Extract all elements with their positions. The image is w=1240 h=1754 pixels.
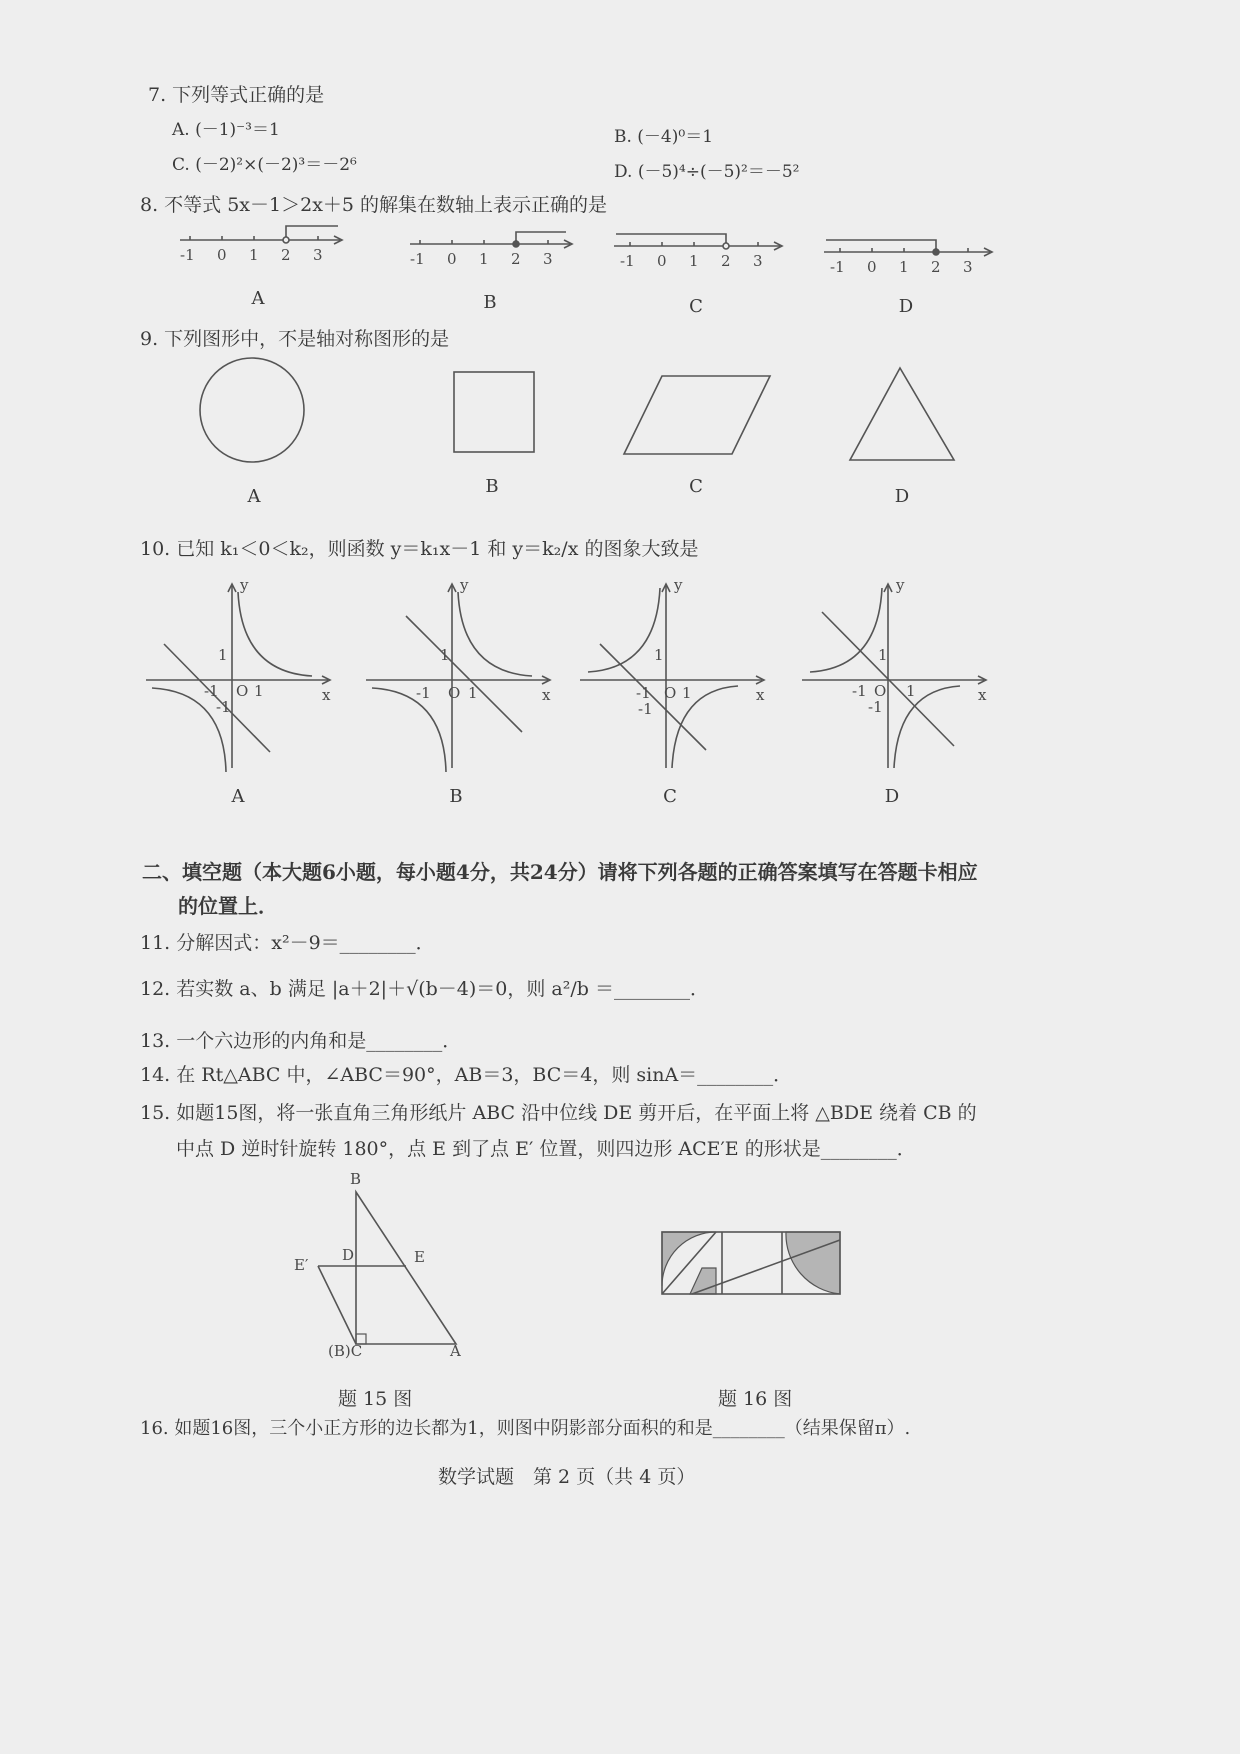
q8-number-line-d: [820, 234, 1000, 284]
figure-15: [290, 1170, 480, 1360]
q10-a-tick-neg1: -1: [204, 682, 219, 700]
q7-option-c: C. (－2)²×(－2)³＝－2⁶: [172, 155, 357, 175]
q10-b-y-label: y: [460, 576, 469, 594]
q7-option-b: B. (－4)⁰＝1: [614, 127, 714, 147]
q8-c-tick-0: 0: [657, 252, 667, 270]
q12-text: 12. 若实数 a、b 满足 |a＋2|＋√(b－4)＝0，则 a²/b ＝________．: [140, 978, 709, 1000]
q16-text: 16. 如题16图，三个小正方形的边长都为1，则图中阴影部分面积的和是________（结果保留π）.: [140, 1418, 911, 1439]
q10-label-a: A: [231, 786, 245, 807]
q10-label-b: B: [449, 786, 463, 807]
fig15-caption: 题 15 图: [338, 1388, 413, 1410]
q10-label-d: D: [884, 786, 900, 807]
q10-graph-c: [576, 576, 766, 772]
q8-stem: 8. 不等式 5x－1＞2x＋5 的解集在数轴上表示正确的是: [140, 194, 608, 216]
q8-label-b: B: [483, 292, 497, 313]
q8-number-line-a: [170, 220, 350, 270]
q8-number-line-c: [610, 230, 790, 280]
q7-option-d: D. (－5)⁴÷(－5)²＝－5²: [614, 162, 800, 182]
q10-graph-d: [798, 576, 988, 772]
q10-d-tick-neg1: -1: [852, 682, 867, 700]
q9-label-a: A: [247, 486, 261, 507]
q7-option-a: A. (－1)⁻³＝1: [172, 120, 280, 140]
q10-d-tick-yneg1: -1: [868, 698, 883, 716]
q10-c-tick-1: 1: [654, 646, 664, 664]
q10-d-y-label: y: [896, 576, 905, 594]
q15-text-line1: 15. 如题15图，将一张直角三角形纸片 ABC 沿中位线 DE 剪开后，在平面上将 △BDE 绕着 CB 的: [140, 1102, 977, 1124]
q9-circle-shape: [196, 356, 316, 476]
q10-b-tick-x1: 1: [468, 684, 478, 702]
q10-d-x-label: x: [978, 686, 987, 704]
q9-parallelogram-shape: [620, 372, 780, 462]
q10-c-x-label: x: [756, 686, 765, 704]
q8-d-tick-3: 3: [963, 258, 973, 276]
q10-graph-b: [362, 576, 552, 772]
q7-stem: 7. 下列等式正确的是: [148, 84, 325, 106]
q10-b-x-label: x: [542, 686, 551, 704]
q10-c-origin: O: [664, 684, 677, 702]
q8-label-a: A: [251, 288, 265, 309]
q10-b-tick-1: 1: [440, 646, 450, 664]
q8-d-tick-0: 0: [867, 258, 877, 276]
q8-a-tick-2: 2: [281, 246, 291, 264]
q10-a-tick-1: 1: [218, 646, 228, 664]
q10-a-origin: O: [236, 682, 249, 700]
q10-a-x-label: x: [322, 686, 331, 704]
q10-a-y-label: y: [240, 576, 249, 594]
q8-d-tick-1: 1: [899, 258, 909, 276]
q8-label-c: C: [689, 296, 703, 317]
q15-text-line2: 中点 D 逆时针旋转 180°，点 E 到了点 E′ 位置，则四边形 ACE′E 的形状是________．: [176, 1138, 916, 1160]
fig15-label-b: B: [350, 1170, 362, 1188]
q10-a-tick-x1: 1: [254, 682, 264, 700]
q10-c-y-label: y: [674, 576, 683, 594]
section2-heading: 二、填空题（本大题6小题，每小题4分，共24分）请将下列各题的正确答案填写在答题卡相应: [142, 860, 978, 884]
q10-a-tick-yneg1: -1: [216, 698, 231, 716]
page-footer: 数学试题 第 2 页（共 4 页）: [438, 1466, 696, 1488]
fig15-label-bc: (B)C: [328, 1342, 363, 1360]
q8-d-tick-2: 2: [931, 258, 941, 276]
q10-d-tick-1: 1: [878, 646, 888, 664]
q9-triangle-shape: [846, 364, 962, 464]
q9-square-shape: [450, 368, 540, 458]
section2-heading-cont: 的位置上．: [178, 894, 278, 918]
q8-c-tick-3: 3: [753, 252, 763, 270]
fig15-label-e-prime: E′: [294, 1256, 309, 1274]
q8-b-tick-1: 1: [479, 250, 489, 268]
q10-d-tick-x1: 1: [906, 682, 916, 700]
fig15-label-e: E: [414, 1248, 425, 1266]
q11-text: 11. 分解因式：x²－9＝________．: [140, 932, 435, 954]
fig15-label-d: D: [342, 1246, 355, 1264]
q14-text: 14. 在 Rt△ABC 中，∠ABC＝90°，AB＝3，BC＝4，则 sinA＝________．: [140, 1064, 793, 1086]
q9-label-b: B: [485, 476, 499, 497]
fig16-caption: 题 16 图: [718, 1388, 793, 1410]
q8-a-tick-0: 0: [217, 246, 227, 264]
q10-label-c: C: [663, 786, 677, 807]
q8-c-tick-neg1: -1: [620, 252, 635, 270]
q10-stem: 10. 已知 k₁＜0＜k₂，则函数 y＝k₁x－1 和 y＝k₂/x 的图象大致是: [140, 538, 699, 560]
q8-label-d: D: [898, 296, 914, 317]
q8-number-line-b: [400, 228, 580, 278]
q8-a-tick-3: 3: [313, 246, 323, 264]
q9-stem: 9. 下列图形中，不是轴对称图形的是: [140, 328, 450, 350]
q10-b-origin: O: [448, 684, 461, 702]
q8-b-tick-3: 3: [543, 250, 553, 268]
q8-c-tick-2: 2: [721, 252, 731, 270]
q13-text: 13. 一个六边形的内角和是________．: [140, 1030, 462, 1052]
q8-c-tick-1: 1: [689, 252, 699, 270]
q9-label-d: D: [894, 486, 910, 507]
q10-c-tick-x1: 1: [682, 684, 692, 702]
q10-c-tick-neg1: -1: [636, 684, 651, 702]
figure-16: [660, 1230, 850, 1302]
q10-graph-a: [142, 576, 332, 772]
q10-b-tick-neg1: -1: [416, 684, 431, 702]
q8-b-tick-0: 0: [447, 250, 457, 268]
q9-label-c: C: [689, 476, 703, 497]
q8-b-tick-neg1: -1: [410, 250, 425, 268]
q8-b-tick-2: 2: [511, 250, 521, 268]
q10-d-origin: O: [874, 682, 887, 700]
q8-a-tick-neg1: -1: [180, 246, 195, 264]
q10-c-tick-yneg1: -1: [638, 700, 653, 718]
fig15-label-a: A: [450, 1342, 461, 1360]
q8-d-tick-neg1: -1: [830, 258, 845, 276]
q8-a-tick-1: 1: [249, 246, 259, 264]
